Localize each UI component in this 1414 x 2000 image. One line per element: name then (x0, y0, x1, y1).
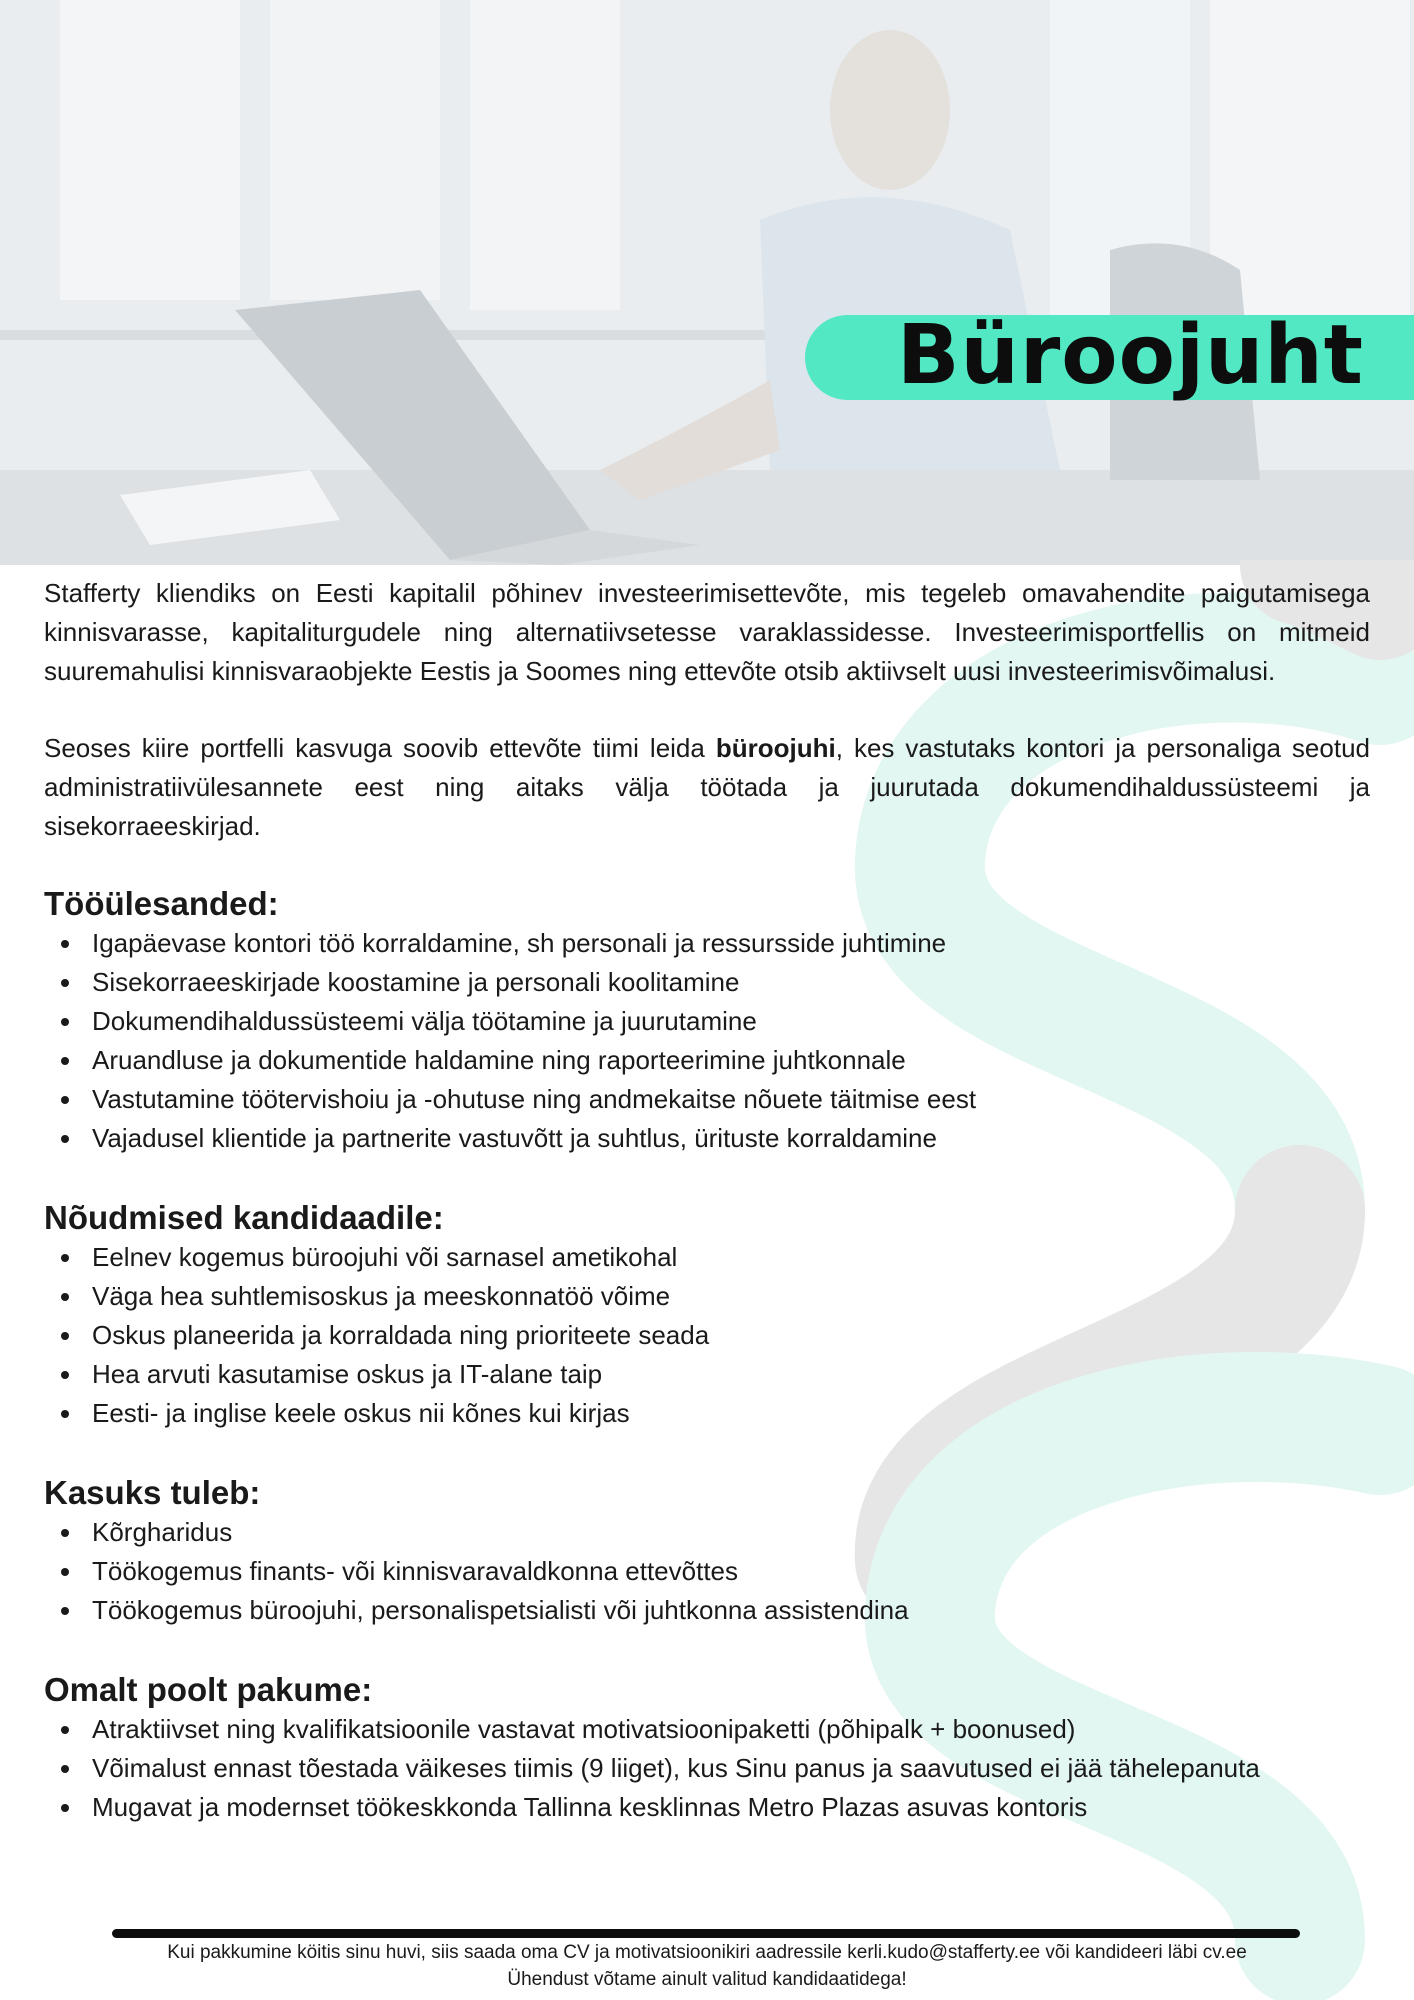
job-description (44, 574, 1370, 1827)
list-item: Dokumendihaldussüsteemi välja töötamine ja juurutamine (44, 1002, 1370, 1041)
role-paragraph (44, 729, 1370, 846)
list-item: Mugavat ja modernset töökeskkonda Tallinna kesklinnas Metro Plazas asuvas kontoris (44, 1788, 1370, 1827)
bullet-icon (61, 1765, 69, 1773)
list-item: Töökogemus finants- või kinnisvaravaldkonna ettevõttes (44, 1552, 1370, 1591)
offer-list (44, 1710, 1370, 1827)
intro-paragraph: Stafferty kliendiks on Eesti kapitalil põhinev investeerimisettevõte, mis tegeleb omavahendite paigutamisega kinnisvarasse, kapitaliturgudele ning alternatiivsetesse varaklassidesse. Investeerimisportfellis on mitmeid suuremahulisi kinnisvaraobjekte Eestis ja Soomes ning ettevõte otsib aktiivselt uusi investeerimisvõimalusi. (44, 578, 1370, 686)
bullet-icon (61, 1371, 69, 1379)
bullet-icon (61, 940, 69, 948)
list-item: Võimalust ennast tõestada väikeses tiimis (9 liiget), kus Sinu panus ja saavutused ei jää tähelepanuta (44, 1749, 1370, 1788)
advantages-list (44, 1513, 1370, 1630)
list-item: Sisekorraeeskirjade koostamine ja personali koolitamine (44, 963, 1370, 1002)
bullet-icon (61, 979, 69, 987)
footer-apply-text: Kui pakkumine köitis sinu huvi, siis saada oma CV ja motivatsioonikiri aadressile kerli.kudo@stafferty.ee või kandideeri läbi cv.ee (167, 1942, 1247, 1963)
section-title-requirements: Nõudmised kandidaadile: (44, 1199, 444, 1236)
bullet-icon (61, 1804, 69, 1812)
list-item: Hea arvuti kasutamise oskus ja IT-alane taip (44, 1355, 1370, 1394)
bullet-icon (61, 1135, 69, 1143)
bullet-icon (61, 1529, 69, 1537)
bullet-icon (61, 1293, 69, 1301)
list-item: Kõrgharidus (44, 1513, 1370, 1552)
role-text-end: , kes vastutaks kontori ja personaliga seotud administratiivülesannete eest ning aitaks välja töötada ja juurutada dokumendihaldussüsteemi ja sisekorraeeskirjad. (44, 733, 1370, 841)
list-item: Igapäevase kontori töö korraldamine, sh personali ja ressursside juhtimine (44, 924, 1370, 963)
bullet-icon (61, 1096, 69, 1104)
list-item: Aruandluse ja dokumentide haldamine ning raporteerimine juhtkonnale (44, 1041, 1370, 1080)
bullet-icon (61, 1410, 69, 1418)
list-item: Atraktiivset ning kvalifikatsioonile vastavat motivatsioonipaketti (põhipalk + boonused) (44, 1710, 1370, 1749)
list-item: Vajadusel klientide ja partnerite vastuvõtt ja suhtlus, ürituste korraldamine (44, 1119, 1370, 1158)
bullet-icon (61, 1726, 69, 1734)
section-title-advantages: Kasuks tuleb: (44, 1474, 261, 1511)
footer-divider (112, 1929, 1300, 1938)
list-item: Eelnev kogemus büroojuhi või sarnasel ametikohal (44, 1238, 1370, 1277)
list-item: Oskus planeerida ja korraldada ning prioriteete seada (44, 1316, 1370, 1355)
bullet-icon (61, 1018, 69, 1026)
page-title: Büroojuht (896, 308, 1364, 403)
bullet-icon (61, 1607, 69, 1615)
list-item: Töökogemus büroojuhi, personalispetsialisti või juhtkonna assistendina (44, 1591, 1370, 1630)
bullet-icon (61, 1568, 69, 1576)
role-text-start: Seoses kiire portfelli kasvuga soovib ettevõte tiimi leida (44, 733, 716, 763)
list-item: Väga hea suhtlemisoskus ja meeskonnatöö võime (44, 1277, 1370, 1316)
section-title-tasks: Tööülesanded: (44, 885, 279, 922)
office-laptop-illustration (0, 0, 1414, 565)
section-title-offer: Omalt poolt pakume: (44, 1671, 373, 1708)
hero-photo (0, 0, 1414, 565)
bullet-icon (61, 1332, 69, 1340)
bullet-icon (61, 1057, 69, 1065)
bullet-icon (61, 1254, 69, 1262)
requirements-list (44, 1238, 1370, 1433)
tasks-list (44, 924, 1370, 1158)
role-highlight: büroojuhi (715, 733, 836, 763)
list-item: Eesti- ja inglise keele oskus nii kõnes kui kirjas (44, 1394, 1370, 1433)
footer-contact-note: Ühendust võtame ainult valitud kandidaatidega! (507, 1969, 907, 1990)
list-item: Vastutamine töötervishoiu ja -ohutuse ning andmekaitse nõuete täitmise eest (44, 1080, 1370, 1119)
